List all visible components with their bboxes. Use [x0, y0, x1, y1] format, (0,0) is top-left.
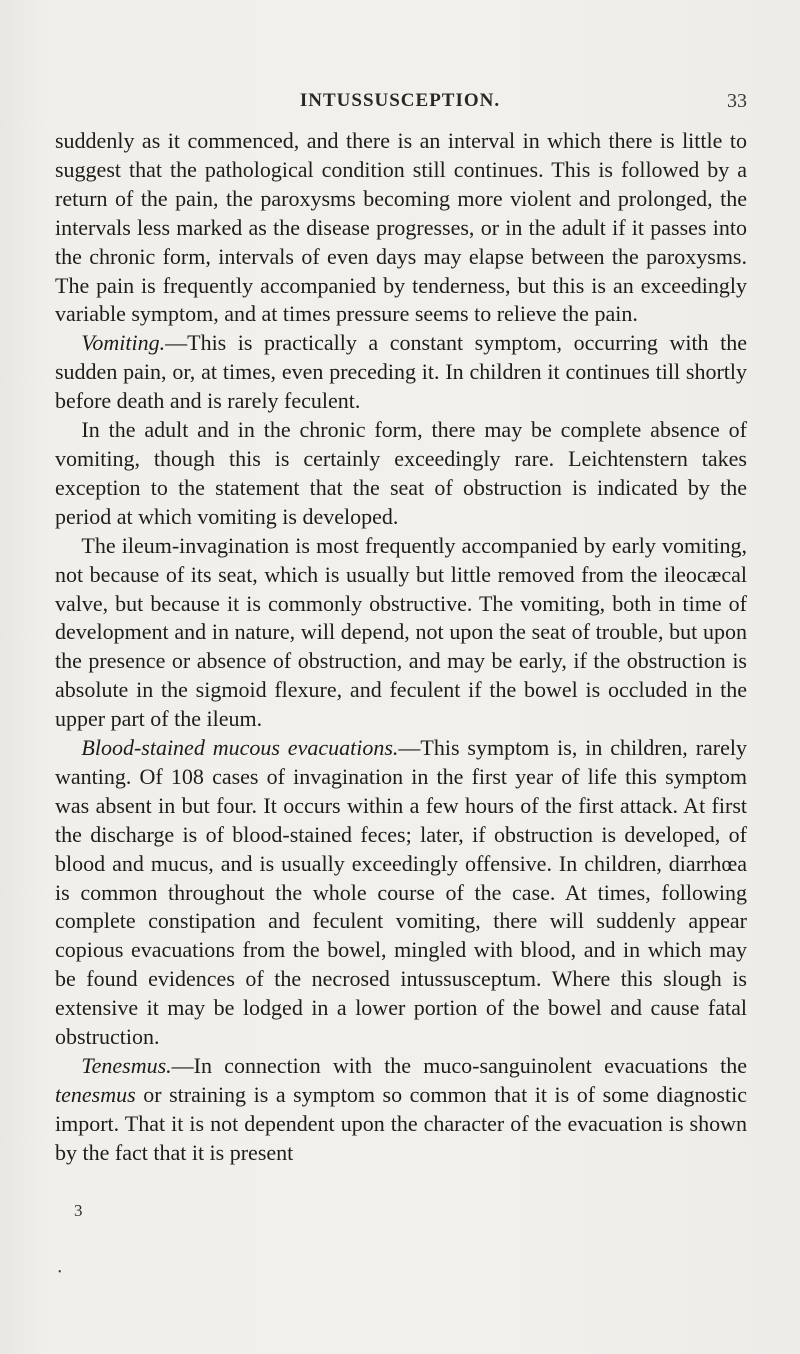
- paragraph-adult-chronic: [55, 416, 747, 532]
- paragraph-blood-stained: [55, 734, 747, 1052]
- paragraph-tenesmus: [55, 1052, 747, 1168]
- paragraph-pain-continued: [55, 127, 747, 329]
- signature-mark: 3: [74, 1201, 83, 1220]
- section-heading-vomiting: Vomiting.: [81, 330, 166, 356]
- section-heading-blood-stained: Blood-stained mucous evacuations.: [81, 735, 399, 761]
- running-title: INTUSSUSCEPTION.: [299, 90, 501, 111]
- paragraph-text: —In connection with the muco-sanguinolent evacuations the: [171, 1053, 747, 1078]
- section-heading-tenesmus: Tenesmus.: [81, 1053, 172, 1078]
- paragraph-ileum-invagination: [55, 532, 747, 734]
- paragraph-vomiting: [55, 329, 747, 416]
- page-header: [0, 90, 800, 120]
- paragraph-text: The ileum-invagination is most frequently accompanied by early vomiting, not because of its seat, which is usually but little removed from the ileocæcal valve, but because it is commonly obstructive. The vomiting, both in time of development and in nature, will depend, not upon the seat of trouble, but upon the presence or absence of obstruction, and may be early, if the obstruction is absolute in the sigmoid flexure, and feculent if the bowel is occluded in the upper part of the ileum.: [55, 532, 747, 732]
- paragraph-text: or straining is a symptom so common that it is of some diagnostic import. That it is not dependent upon the character of the evacuation is shown by the fact that it is present: [55, 1081, 747, 1165]
- body-text: [55, 127, 747, 1168]
- paragraph-text: —This is practically a constant symptom, occurring with the sudden pain, or, at times, even preceding it. In children it continues till shortly before death and is rarely feculent.: [55, 330, 747, 414]
- paragraph-text: —This symptom is, in children, rarely wanting. Of 108 cases of invagination in the first year of life this symptom was absent in but four. It occurs within a few hours of the first attack. At first the discharge is of blood-stained feces; later, if obstruction is developed, of blood and mucus, and is usually exceedingly offensive. In children, diarrhœa is common throughout the whole course of the case. At times, following complete constipation and feculent vomiting, there will suddenly appear copious evacuations from the bowel, mingled with blood, and in which may be found evidences of the necrosed intussusceptum. Where this slough is extensive it may be lodged in a lower portion of the bowel and cause fatal obstruction.: [55, 735, 747, 1050]
- paragraph-text: In the adult and in the chronic form, there may be complete absence of vomiting, though this is certainly exceedingly rare. Leichtenstern takes exception to the statement that the seat of obstruction is indicated by the period at which vomiting is developed.: [55, 417, 747, 529]
- italic-term: tenesmus: [55, 1081, 136, 1107]
- page-speck: •: [58, 1267, 62, 1278]
- paragraph-text: suddenly as it commenced, and there is an interval in which there is little to suggest that the pathological condition still continues. This is followed by a return of the pain, the paroxysms becoming more violent and prolonged, the intervals less marked as the disease progresses, or in the adult if it passes into the chronic form, intervals of even days may elapse between the paroxysms. The pain is frequently accompanied by tenderness, but this is an exceedingly variable symptom, and at times pressure seems to relieve the pain.: [55, 128, 747, 327]
- page-number: 33: [727, 90, 747, 112]
